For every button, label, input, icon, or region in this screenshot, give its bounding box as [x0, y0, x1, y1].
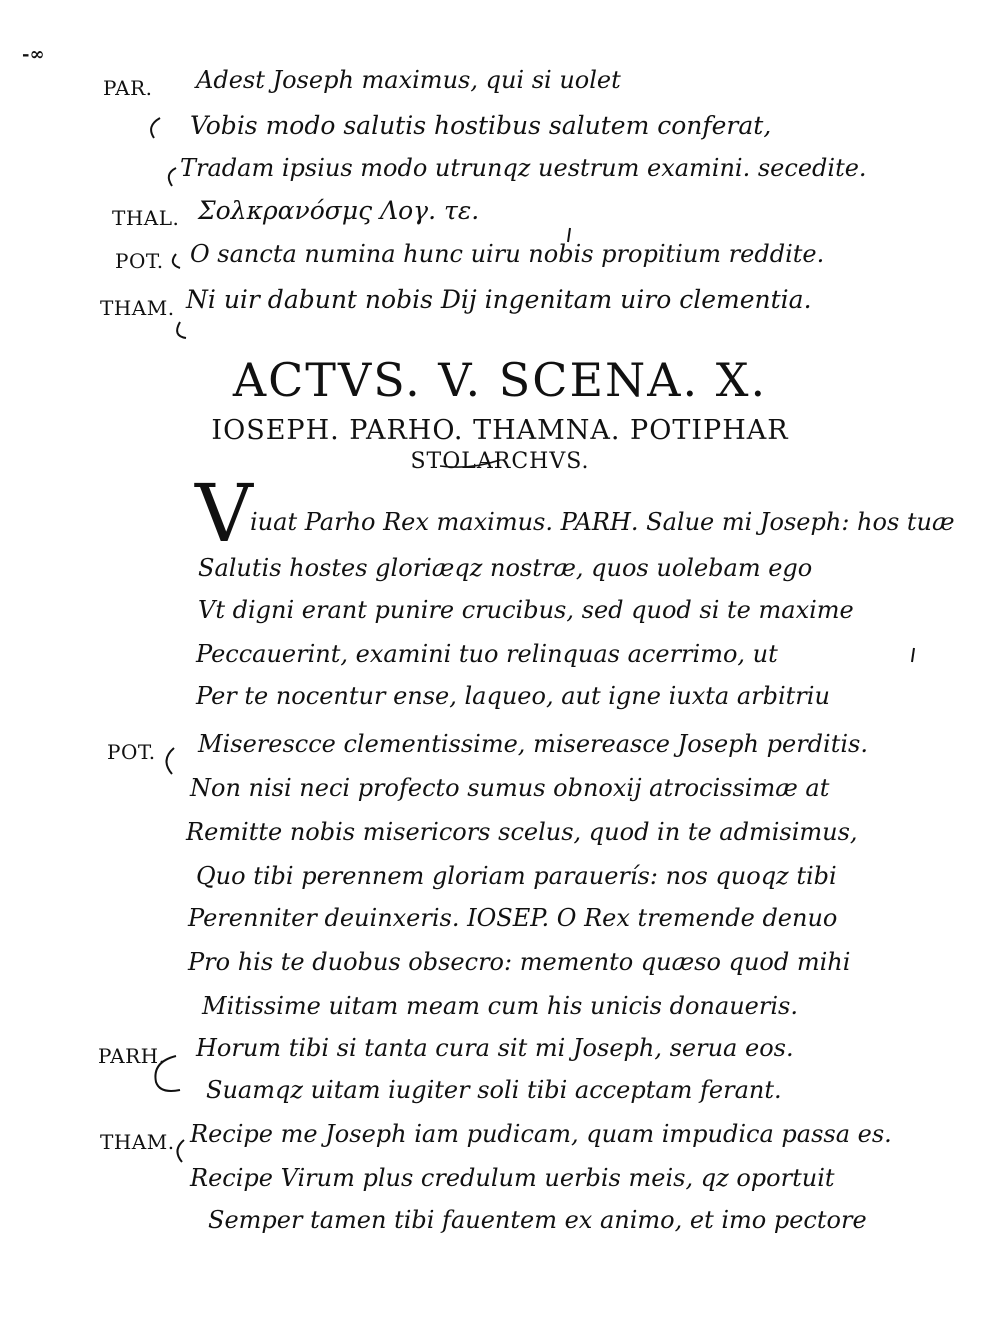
verse-line: Horum tibi si tanta cura sit mi Joseph, serua eos.	[196, 1034, 794, 1062]
verse-line: Per te nocentur ense, laqueo, aut igne iuxta arbitriu	[196, 682, 830, 710]
verse-line: Peccauerint, examini tuo relinquas acerrimo, ut	[196, 640, 778, 668]
speaker-label: THAL.	[112, 206, 180, 230]
flourish-mark	[440, 460, 500, 467]
verse-line: Remitte nobis misericors scelus, quod in te admisimus,	[186, 818, 858, 846]
flourish-mark	[166, 748, 174, 774]
act-heading: ACTVS. V. SCENA. X.	[232, 353, 768, 407]
verse-line: Adest Joseph maximus, qui si uolet	[196, 66, 621, 94]
verse-line: Recipe Virum plus credulum uerbis meis, qz oportuit	[190, 1164, 835, 1192]
verse-line: Perenniter deuinxeris. IOSEP. O Rex tremende denuo	[188, 904, 838, 932]
persons-heading: IOSEPH. PARHO. THAMNA. POTIPHAR	[211, 415, 789, 446]
flourish-mark	[151, 118, 160, 138]
verse-line: Miserescce clementissime, misereasce Joseph perditis.	[198, 730, 868, 758]
verse-line: Vt digni erant punire crucibus, sed quod si te maxime	[198, 596, 854, 624]
drop-cap: V	[195, 467, 253, 560]
speaker-label: THAM.	[100, 1130, 175, 1154]
verse-line: Vobis modo salutis hostibus salutem conferat,	[190, 111, 772, 140]
verse-line: Σολκρανόσμς Λογ. τε.	[198, 196, 480, 225]
top-left-mark: -∞	[22, 44, 45, 65]
flourish-mark	[169, 168, 176, 186]
verse-line: Pro his te duobus obsecro: memento quæso quod mihi	[188, 948, 851, 976]
verse-line: Salutis hostes gloriæqz nostræ, quos uolebam ego	[198, 554, 813, 582]
verse-line: Mitissime uitam meam cum his unicis donaueris.	[202, 992, 798, 1020]
speaker-label: PARH.	[98, 1044, 166, 1068]
flourish-mark	[177, 1140, 184, 1162]
verse-line: iuat Parho Rex maximus. PARH. Salue mi Joseph: hos tuæ	[250, 508, 955, 536]
flourish-mark	[177, 322, 186, 338]
speaker-label: THAM.	[100, 296, 175, 320]
verse-line: Ni uir dabunt nobis Dij ingenitam uiro clementia.	[186, 285, 812, 314]
speaker-label: POT.	[107, 740, 156, 764]
flourish-mark	[912, 648, 914, 662]
verse-line: Non nisi neci profecto sumus obnoxij atrocissimæ at	[190, 774, 830, 802]
flourish-mark	[173, 254, 180, 268]
verse-line: Quo tibi perennem gloriam parauerís: nos quoqz tibi	[196, 862, 837, 890]
verse-line: Recipe me Joseph iam pudicam, quam impudica passa es.	[190, 1120, 892, 1148]
verse-line: Semper tamen tibi fauentem ex animo, et imo pectore	[208, 1206, 867, 1234]
flourish-mark	[155, 1056, 180, 1091]
verse-line: Suamqz uitam iugiter soli tibi acceptam ferant.	[206, 1076, 782, 1104]
speaker-label: PAR.	[103, 76, 153, 100]
flourish-mark	[568, 228, 570, 242]
verse-line: Tradam ipsius modo utrunqz uestrum examini. secedite.	[180, 154, 867, 182]
persons-heading-continued: STOLARCHVS.	[410, 449, 590, 474]
speaker-label: POT.	[115, 249, 164, 273]
verse-line: O sancta numina hunc uiru nobis propitium reddite.	[190, 240, 825, 268]
